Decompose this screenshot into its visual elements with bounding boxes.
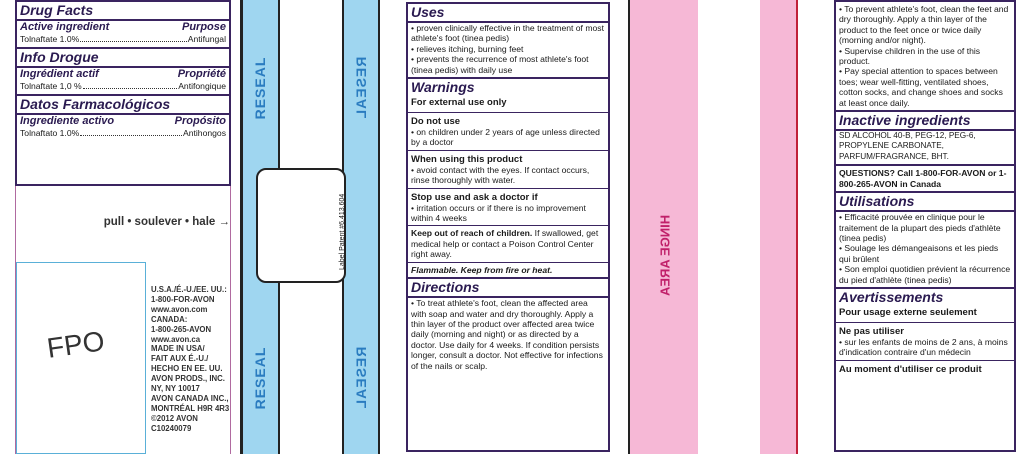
datos-ingredient-row [17, 128, 229, 141]
utilisations-title: Utilisations [836, 193, 1014, 212]
au-moment-heading: Au moment d'utiliser ce produit [839, 363, 982, 375]
avert-external-text: Pour usage externe seulement [839, 306, 977, 318]
contact-line: C10240079 [151, 423, 192, 433]
arrow-right-icon: → [218, 216, 230, 228]
drug-facts-section [17, 2, 229, 47]
fpo-placeholder [16, 262, 146, 454]
when-using-heading: When using this product [411, 153, 523, 165]
avertissements-title: Avertissements [839, 288, 944, 305]
tab-notch[interactable] [256, 168, 346, 283]
uses-title: Uses [408, 4, 608, 23]
do-not-use-text: • on children under 2 years of age unless directed by a doctor [411, 127, 600, 148]
contact-line: AVON CANADA INC., [151, 393, 229, 403]
prevent-line: • Supervise children in the use of this product. [839, 45, 981, 67]
do-not-use-heading: Do not use [411, 116, 461, 128]
contact-line: ©2012 AVON [151, 413, 198, 423]
strip-divider [378, 0, 380, 454]
questions-section [836, 164, 1014, 191]
questions-text: QUESTIONS? Call 1-800-FOR-AVON or 1-800-265-AVON in Canada [839, 168, 1007, 189]
contact-line: MADE IN USA/ [151, 344, 205, 354]
purpose-value: Antifungal [187, 34, 226, 44]
hinge-white-area [698, 0, 760, 454]
drug-facts-ingredient-row [17, 34, 229, 47]
contact-block [151, 285, 231, 434]
uses-line: • prevents the recurrence of most athlete's foot (tinea pedis) with daily use [411, 54, 589, 75]
utilisations-line: • Son emploi quotidien prévient la récurrence du pied d'athlète (tinea pedis) [839, 264, 1011, 285]
when-using-text: • avoid contact with the eyes. If contact occurs, rinse thoroughly with water. [411, 164, 590, 186]
hinge-red-line [796, 0, 798, 454]
drug-facts-title: Drug Facts [17, 2, 229, 21]
keep-out-body: If swallowed, get medical help or contact a Poison Control Center right away. [411, 228, 599, 260]
utilisations-line: • Efficacité prouvée en clinique pour le traitement de la plupart des pieds d'athlète (tinea pedis) [839, 212, 1001, 243]
contact-line: www.avon.com [151, 304, 208, 314]
keep-out-heading: Keep out of reach of children. [411, 228, 533, 239]
reseal-label-top-left: RESEAL [252, 56, 268, 120]
prevent-line: • To prevent athlete's foot, clean the feet and dry thoroughly. Apply a thin layer of the product to the feet once or twice daily (morning and/or night). [839, 4, 1009, 46]
purpose-es-value: Antihongos [182, 128, 226, 138]
stop-use-text: • irritation occurs or if there is no improvement within 4 weeks [411, 202, 586, 224]
datos-section [17, 94, 229, 141]
contact-line: HECHO EN EE. UU. [151, 364, 223, 374]
ne-pas-text: • sur les enfants de moins de 2 ans, à moins d'indication contraire d'un médecin [839, 336, 1008, 358]
pull-tab[interactable] [70, 216, 230, 228]
contact-line: 1-800-FOR-AVON [151, 294, 215, 304]
utilisations-line: • Soulage les démangeaisons et les pieds qui brûlent [839, 243, 999, 264]
left-panel [15, 0, 231, 186]
hinge-pink-right [760, 0, 796, 454]
ingredient-value: Tolnaftate 1.0% [20, 34, 80, 44]
reseal-label-bottom-right: RESEAL [353, 346, 369, 410]
contact-line: MONTRÉAL H9R 4R3 [151, 403, 230, 413]
utilisations-section [836, 191, 1014, 287]
hinge-area-label: HINGE AREA [657, 214, 673, 297]
inactive-section [836, 110, 1014, 164]
directions-text: • To treat athlete's foot, clean the affected area with soap and water and dry thoroughly. Apply a thin layer of the product over affected area twice daily (morning and night) or as directed by a doctor. Use daily for 4 weeks. If condition persists longer, consult a doctor. Not effective for infections of the nails or scalp. [411, 298, 603, 371]
directions-title: Directions [408, 279, 608, 298]
reseal-label-bottom-left: RESEAL [252, 346, 268, 410]
external-use-text: For external use only [411, 97, 507, 109]
inactive-title: Inactive ingredients [836, 112, 1014, 131]
datos-title: Datos Farmacológicos [17, 96, 229, 115]
contact-line: CANADA: [151, 314, 188, 324]
datos-header-row [17, 115, 229, 128]
reseal-strip-left [240, 0, 243, 454]
flammable-text: Flammable. Keep from fire or heat. [411, 264, 553, 275]
avertissements-section [836, 287, 1014, 375]
center-panel [406, 2, 610, 452]
info-drogue-title: Info Drogue [17, 49, 229, 68]
info-drogue-header-row [17, 68, 229, 81]
ingredient-es-value: Tolnaftato 1.0% [20, 128, 80, 138]
reseal-label-top-right: RESEAL [353, 56, 369, 120]
warnings-title: Warnings [411, 79, 475, 96]
keep-out-text [408, 228, 608, 259]
active-ingredient-label: Active ingredient [20, 21, 110, 33]
contact-line: AVON PRODS., INC. [151, 374, 225, 384]
contact-line: 1-800-265-AVON [151, 324, 212, 334]
uses-line: • relieves itching, burning feet [411, 43, 524, 54]
fpo-text: FPO [45, 325, 107, 364]
propriete-label: Propriété [177, 68, 226, 80]
info-drogue-ingredient-row [17, 81, 229, 94]
prevent-line: • Pay special attention to spaces between toes; wear well-fitting, ventilated shoes, cotton socks, and change shoes and socks at least once daily. [839, 66, 1003, 108]
ingredient-actif-label: Ingrédient actif [20, 68, 99, 80]
purpose-fr-value: Antifongique [178, 81, 226, 91]
contact-line: U.S.A./É.-U./EE. UU.: [151, 285, 227, 294]
ingredient-fr-value: Tolnaftate 1,0 % [20, 81, 82, 91]
uses-line: • proven clinically effective in the treatment of most athlete's foot (tinea pedis) [411, 23, 604, 44]
ingrediente-activo-label: Ingrediente activo [20, 115, 115, 127]
drug-facts-header-row [17, 21, 229, 34]
contact-line: NY, NY 10017 [151, 384, 200, 394]
right-panel [834, 0, 1016, 452]
contact-line: www.avon.ca [151, 334, 201, 344]
ne-pas-heading: Ne pas utiliser [839, 325, 904, 337]
pull-text: pull • soulever • hale [103, 216, 216, 228]
label-patent-text: Label Patent #6,413,604 [339, 193, 346, 270]
contact-line: FAIT AUX É.-U./ [151, 354, 209, 364]
directions-section [408, 277, 608, 371]
purpose-label: Purpose [181, 21, 226, 33]
inactive-text: SD ALCOHOL 40-B, PEG-12, PEG-6, PROPYLENE CARBONATE, PARFUM/FRAGRANCE, BHT. [839, 131, 976, 161]
info-drogue-section [17, 47, 229, 94]
warnings-section [408, 77, 608, 277]
stop-use-heading: Stop use and ask a doctor if [411, 191, 538, 203]
proposito-label: Propósito [174, 115, 226, 127]
